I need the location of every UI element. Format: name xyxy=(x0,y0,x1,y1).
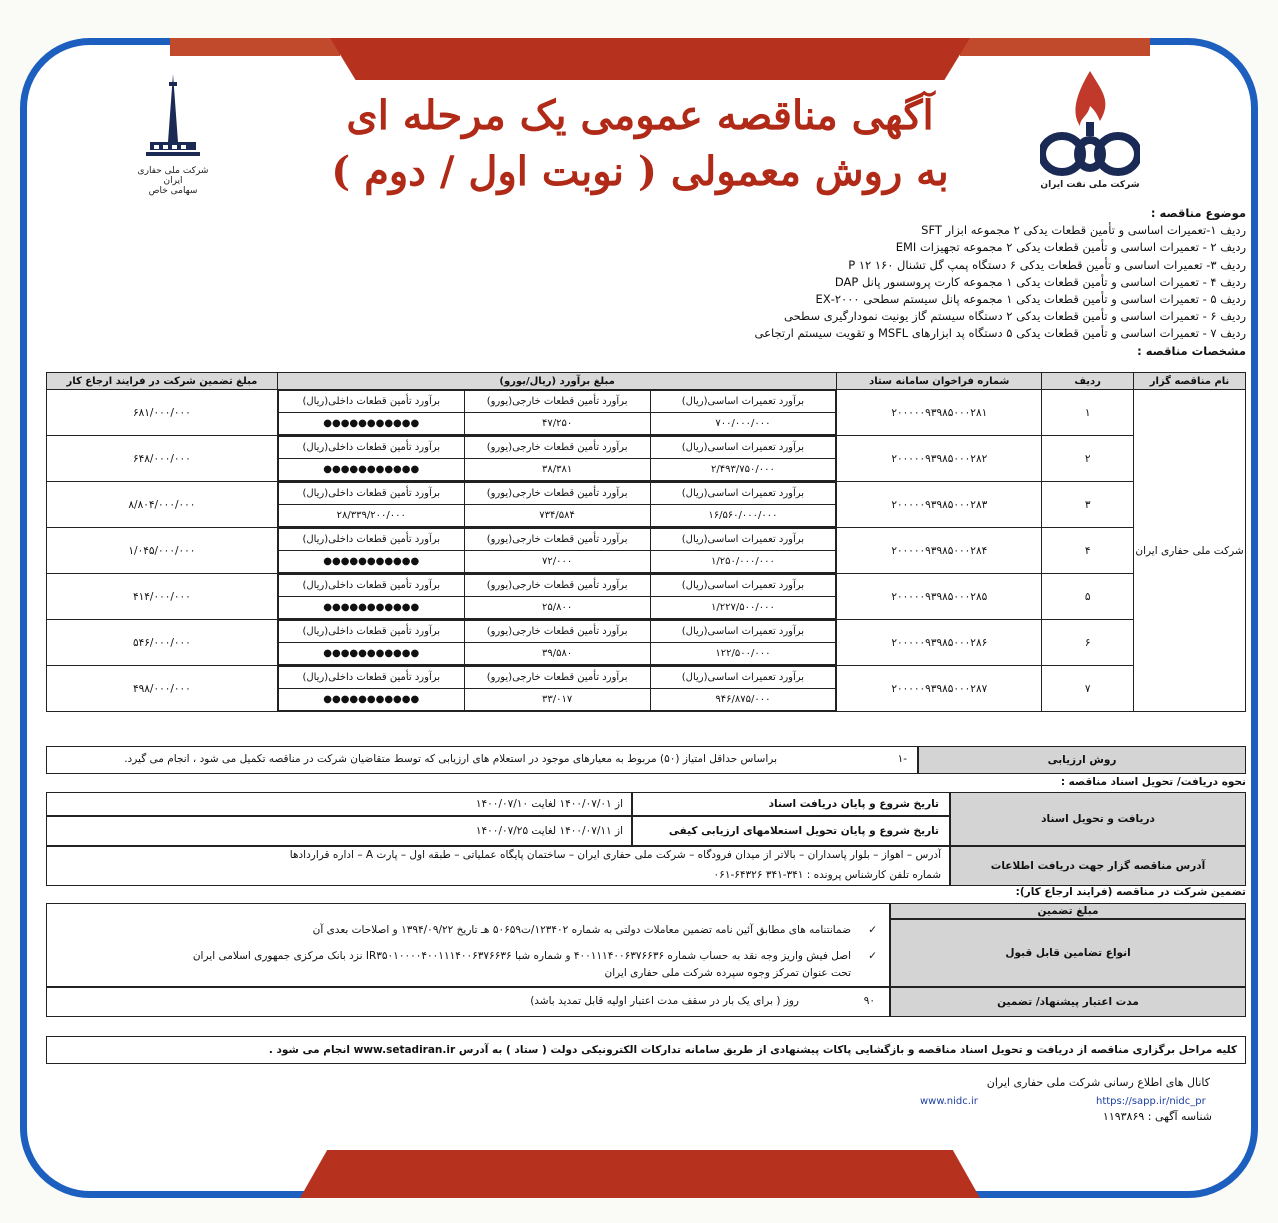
row-number-cell: ۵ xyxy=(1042,574,1134,620)
row-number-cell: ۳ xyxy=(1042,482,1134,528)
basic-label: برآورد تعمیرات اساسی(ریال) xyxy=(650,529,836,551)
subject-row: ردیف ۷ - تعمیرات اساسی و تأمین قطعات یدکی ۵ دستگاه پد ابزارهای MSFL و تقویت سیستم ارتجاعی xyxy=(754,326,1246,341)
top-band-left xyxy=(170,38,340,56)
ad-id: شناسه آگهی : ۱۱۹۳۸۶۹ xyxy=(1102,1110,1212,1123)
table-row xyxy=(47,436,1246,482)
nidc-logo-text: شرکت ملی حفاری ایران xyxy=(137,166,209,186)
guarantee-cell: ۵۴۶/۰۰۰/۰۰۰ xyxy=(47,620,278,666)
ad-title xyxy=(300,88,980,200)
basic-value: ۲/۴۹۳/۷۵۰/۰۰۰ xyxy=(650,459,836,481)
evaluation-number: -۱ xyxy=(897,753,907,765)
subject-row: ردیف ۵ - تعمیرات اساسی و تأمین قطعات یدکی ۱ مجموعه پانل سیستم سطحی ۲۰۰۰-EX xyxy=(815,292,1246,307)
header-number: شماره فراخوان سامانه ستاد xyxy=(837,373,1042,390)
validity-label: مدت اعتبار پیشنهاد/ تضمین xyxy=(890,987,1246,1017)
bottom-band xyxy=(300,1150,980,1198)
specs-heading: مشخصات مناقصه : xyxy=(1137,343,1246,358)
basic-value: ۱/۲۵۰/۰۰۰/۰۰۰ xyxy=(650,551,836,573)
address-label: آدرس مناقصه گزار جهت دریافت اطلاعات xyxy=(950,846,1246,886)
call-number-cell: ۲۰۰۰۰۰۹۳۹۸۵۰۰۰۲۸۴ xyxy=(837,528,1042,574)
start-end-label: تاریخ شروع و پایان دریافت اسناد xyxy=(632,792,950,816)
basic-label: برآورد تعمیرات اساسی(ریال) xyxy=(650,667,836,689)
guarantee-amount-label: مبلغ تضمین xyxy=(890,903,1246,919)
guarantee-types-box xyxy=(46,903,890,987)
domestic-label: برآورد تأمین قطعات داخلی(ریال) xyxy=(278,667,464,689)
check-icon: ✓ xyxy=(868,950,877,962)
foreign-label: برآورد تأمین قطعات خارجی(یورو) xyxy=(464,667,650,689)
estimate-inner-table xyxy=(278,528,837,573)
estimate-cell xyxy=(277,482,837,528)
guarantee-type1: ضمانتنامه های مطابق آئین نامه تضمین معاملات دولتی به شماره ۱۲۳۴۰۲/ت۵۰۶۵۹ هـ تاریخ ۱۳۹۴/۰۹/۲۲ و اصلاحات بعدی آن xyxy=(312,924,851,936)
subject-row: ردیف ۲ - تعمیرات اساسی و تأمین قطعات یدکی ۲ مجموعه تجهیزات EMI xyxy=(895,240,1246,255)
domestic-value: ●●●●●●●●●●● xyxy=(278,643,464,665)
subject-row: ردیف ۱-تعمیرات اساسی و تأمین قطعات یدکی ۲ مجموعه ابزار SFT xyxy=(921,223,1246,238)
estimate-inner-table xyxy=(278,390,837,435)
estimate-inner-table xyxy=(278,574,837,619)
guarantee-type2b: تحت عنوان تمرکز وجوه سپرده شرکت ملی حفاری ایران xyxy=(604,967,851,979)
guarantee-type2: اصل فیش واریز وجه نقد به حساب شماره ۴۰۰۱۱۱۴۰۰۶۳۷۶۶۳۶ و شماره شبا IR۳۵۰۱۰۰۰۰۴۰۰۱۱۱۴۰۰۶۳۷۶۶۳۶ نزد بانک مرکزی جمهوری اسلامی ایران xyxy=(192,950,851,962)
call-number-cell: ۲۰۰۰۰۰۹۳۹۸۵۰۰۰۲۸۶ xyxy=(837,620,1042,666)
drilling-rig-icon xyxy=(138,72,208,162)
guarantee-cell: ۱/۰۴۵/۰۰۰/۰۰۰ xyxy=(47,528,278,574)
setad-note: کلیه مراحل برگزاری مناقصه از دریافت و تحویل اسناد مناقصه و بازگشایی پاکات پیشنهادی از طریق سامانه تدارکات الکترونیکی دولت ( ستاد ) به آدرس www.setadiran.ir انجام می شود . xyxy=(46,1036,1246,1064)
estimate-cell xyxy=(277,436,837,482)
foreign-value: ۴۷/۲۵۰ xyxy=(464,413,650,435)
address-line2: شماره تلفن کارشناس پرونده : ۳۴۱-۳۴۱ ۶۴۳۲۶-۰۶۱ xyxy=(713,869,941,881)
validity-box xyxy=(46,987,890,1017)
table-row xyxy=(47,390,1246,436)
domestic-label: برآورد تأمین قطعات داخلی(ریال) xyxy=(278,391,464,413)
nioc-logo-text: شرکت ملی نفت ایران xyxy=(1040,180,1140,190)
foreign-label: برآورد تأمین قطعات خارجی(یورو) xyxy=(464,621,650,643)
evaluation-label: روش ارزیابی xyxy=(918,746,1246,774)
estimate-cell xyxy=(277,528,837,574)
guarantee-cell: ۸/۸۰۴/۰۰۰/۰۰۰ xyxy=(47,482,278,528)
estimate-inner-table xyxy=(278,666,837,711)
basic-value: ۱۲۲/۵۰۰/۰۰۰ xyxy=(650,643,836,665)
header-guarantee: مبلغ تضمین شرکت در فرایند ارجاع کار xyxy=(47,373,278,390)
domestic-label: برآورد تأمین قطعات داخلی(ریال) xyxy=(278,437,464,459)
foreign-label: برآورد تأمین قطعات خارجی(یورو) xyxy=(464,437,650,459)
guarantee-cell: ۴۱۴/۰۰۰/۰۰۰ xyxy=(47,574,278,620)
basic-value: ۱۶/۵۶۰/۰۰۰/۰۰۰ xyxy=(650,505,836,527)
evaluation-text: براساس حداقل امتیاز (۵۰) مربوط به معیارهای موجود در استعلام های ارزیابی که توسط متقاضیان شرکت در مناقصه تکمیل می شود ، انجام می گیرد. xyxy=(124,753,777,765)
basic-value: ۷۰۰/۰۰۰/۰۰۰ xyxy=(650,413,836,435)
delivery-value: از ۱۴۰۰/۰۷/۱۱ لغایت ۱۴۰۰/۰۷/۲۵ xyxy=(46,816,632,846)
start-end-value: از ۱۴۰۰/۰۷/۰۱ لغایت ۱۴۰۰/۰۷/۱۰ xyxy=(46,792,632,816)
call-number-cell: ۲۰۰۰۰۰۹۳۹۸۵۰۰۰۲۸۲ xyxy=(837,436,1042,482)
evaluation-box xyxy=(46,746,918,774)
documents-label: دریافت و تحویل اسناد xyxy=(950,792,1246,846)
header-org: نام مناقصه گزار xyxy=(1134,373,1246,390)
domestic-label: برآورد تأمین قطعات داخلی(ریال) xyxy=(278,529,464,551)
channels-text: کانال های اطلاع رسانی شرکت ملی حفاری ایران xyxy=(986,1076,1210,1089)
validity-text: روز ( برای یک بار در سقف مدت اعتبار اولیه قابل تمدید باشد) xyxy=(530,995,799,1007)
domestic-value: ●●●●●●●●●●● xyxy=(278,689,464,711)
basic-label: برآورد تعمیرات اساسی(ریال) xyxy=(650,391,836,413)
nidc-logo-sub: سهامی خاص xyxy=(148,186,198,196)
foreign-value: ۲۵/۸۰۰ xyxy=(464,597,650,619)
header-row: ردیف xyxy=(1042,373,1134,390)
basic-label: برآورد تعمیرات اساسی(ریال) xyxy=(650,621,836,643)
domestic-value: ۲۸/۳۳۹/۲۰۰/۰۰۰ xyxy=(278,505,464,527)
call-number-cell: ۲۰۰۰۰۰۹۳۹۸۵۰۰۰۲۸۱ xyxy=(837,390,1042,436)
top-band-right xyxy=(960,38,1150,56)
foreign-value: ۷۲/۰۰۰ xyxy=(464,551,650,573)
guarantee-heading: تضمین شرکت در مناقصه (فرایند ارجاع کار): xyxy=(1015,886,1246,898)
row-number-cell: ۶ xyxy=(1042,620,1134,666)
foreign-label: برآورد تأمین قطعات خارجی(یورو) xyxy=(464,575,650,597)
row-number-cell: ۴ xyxy=(1042,528,1134,574)
call-number-cell: ۲۰۰۰۰۰۹۳۹۸۵۰۰۰۲۸۵ xyxy=(837,574,1042,620)
row-number-cell: ۷ xyxy=(1042,666,1134,712)
call-number-cell: ۲۰۰۰۰۰۹۳۹۸۵۰۰۰۲۸۷ xyxy=(837,666,1042,712)
basic-value: ۹۴۶/۸۷۵/۰۰۰ xyxy=(650,689,836,711)
foreign-value: ۳۳/۰۱۷ xyxy=(464,689,650,711)
check-icon: ✓ xyxy=(868,924,877,936)
header-estimate: مبلغ برآورد (ریال/یورو) xyxy=(277,373,837,390)
delivery-label: تاریخ شروع و پایان تحویل استعلامهای ارزیابی کیفی xyxy=(632,816,950,846)
title-line-1: آگهی مناقصه عمومی یک مرحله ای xyxy=(346,92,934,139)
domestic-label: برآورد تأمین قطعات داخلی(ریال) xyxy=(278,621,464,643)
estimate-inner-table xyxy=(278,482,837,527)
row-number-cell: ۱ xyxy=(1042,390,1134,436)
documents-heading: نحوه دریافت/ تحویل اسناد مناقصه : xyxy=(1060,776,1246,788)
domestic-value: ●●●●●●●●●●● xyxy=(278,413,464,435)
top-band xyxy=(330,38,970,80)
domestic-value: ●●●●●●●●●●● xyxy=(278,551,464,573)
table-row xyxy=(47,482,1246,528)
estimate-cell xyxy=(277,390,837,436)
table-row xyxy=(47,574,1246,620)
table-row xyxy=(47,528,1246,574)
domestic-label: برآورد تأمین قطعات داخلی(ریال) xyxy=(278,575,464,597)
table-row xyxy=(47,666,1246,712)
foreign-label: برآورد تأمین قطعات خارجی(یورو) xyxy=(464,483,650,505)
foreign-label: برآورد تأمین قطعات خارجی(یورو) xyxy=(464,529,650,551)
address-line1: آدرس – اهواز – بلوار پاسداران – بالاتر از میدان فرودگاه – شرکت ملی حفاری ایران – ساختمان پایگاه عملیاتی – طبقه اول – پارت A – اداره قراردادها xyxy=(289,849,941,861)
foreign-label: برآورد تأمین قطعات خارجی(یورو) xyxy=(464,391,650,413)
guarantee-cell: ۴۹۸/۰۰۰/۰۰۰ xyxy=(47,666,278,712)
basic-value: ۱/۲۲۷/۵۰۰/۰۰۰ xyxy=(650,597,836,619)
basic-label: برآورد تعمیرات اساسی(ریال) xyxy=(650,437,836,459)
foreign-value: ۷۳۴/۵۸۴ xyxy=(464,505,650,527)
domestic-label: برآورد تأمین قطعات داخلی(ریال) xyxy=(278,483,464,505)
guarantee-cell: ۶۸۱/۰۰۰/۰۰۰ xyxy=(47,390,278,436)
call-number-cell: ۲۰۰۰۰۰۹۳۹۸۵۰۰۰۲۸۳ xyxy=(837,482,1042,528)
title-line-2: به روش معمولی ( نوبت اول / دوم ) xyxy=(331,148,949,195)
guarantee-cell: ۶۴۸/۰۰۰/۰۰۰ xyxy=(47,436,278,482)
basic-label: برآورد تعمیرات اساسی(ریال) xyxy=(650,483,836,505)
domestic-value: ●●●●●●●●●●● xyxy=(278,459,464,481)
subject-block xyxy=(600,205,1246,360)
guarantee-types-label: انواع تضامین قابل قبول xyxy=(890,919,1246,987)
nioc-logo xyxy=(1030,66,1150,206)
subject-row: ردیف ۳- تعمیرات اساسی و تأمین قطعات یدکی ۶ دستگاه پمپ گل تشنال ۱۶۰ P ۱۲ xyxy=(848,257,1246,272)
foreign-value: ۳۹/۵۸۰ xyxy=(464,643,650,665)
table-row xyxy=(47,620,1246,666)
foreign-value: ۳۸/۳۸۱ xyxy=(464,459,650,481)
org-name-cell: شرکت ملی حفاری ایران xyxy=(1134,390,1246,712)
basic-label: برآورد تعمیرات اساسی(ریال) xyxy=(650,575,836,597)
row-number-cell: ۲ xyxy=(1042,436,1134,482)
website-link[interactable]: www.nidc.ir xyxy=(920,1096,978,1107)
validity-days: ۹۰ xyxy=(863,995,875,1007)
subject-heading: موضوع مناقصه : xyxy=(1150,206,1246,220)
nidc-logo xyxy=(128,72,218,202)
address-box xyxy=(46,846,950,886)
sapp-link[interactable]: https://sapp.ir/nidc_pr xyxy=(1096,1096,1206,1107)
estimate-cell xyxy=(277,574,837,620)
flame-icon xyxy=(1040,66,1140,176)
estimate-cell xyxy=(277,666,837,712)
estimate-inner-table xyxy=(278,620,837,665)
tender-table xyxy=(46,372,1246,712)
estimate-cell xyxy=(277,620,837,666)
subject-row: ردیف ۶ - تعمیرات اساسی و تأمین قطعات یدکی ۲ دستگاه سیستم گاز یونیت نمودارگیری سطحی xyxy=(784,309,1246,324)
domestic-value: ●●●●●●●●●●● xyxy=(278,597,464,619)
estimate-inner-table xyxy=(278,436,837,481)
subject-row: ردیف ۴ - تعمیرات اساسی و تأمین قطعات یدکی ۱ مجموعه کارت پروسسور پانل DAP xyxy=(834,274,1246,289)
